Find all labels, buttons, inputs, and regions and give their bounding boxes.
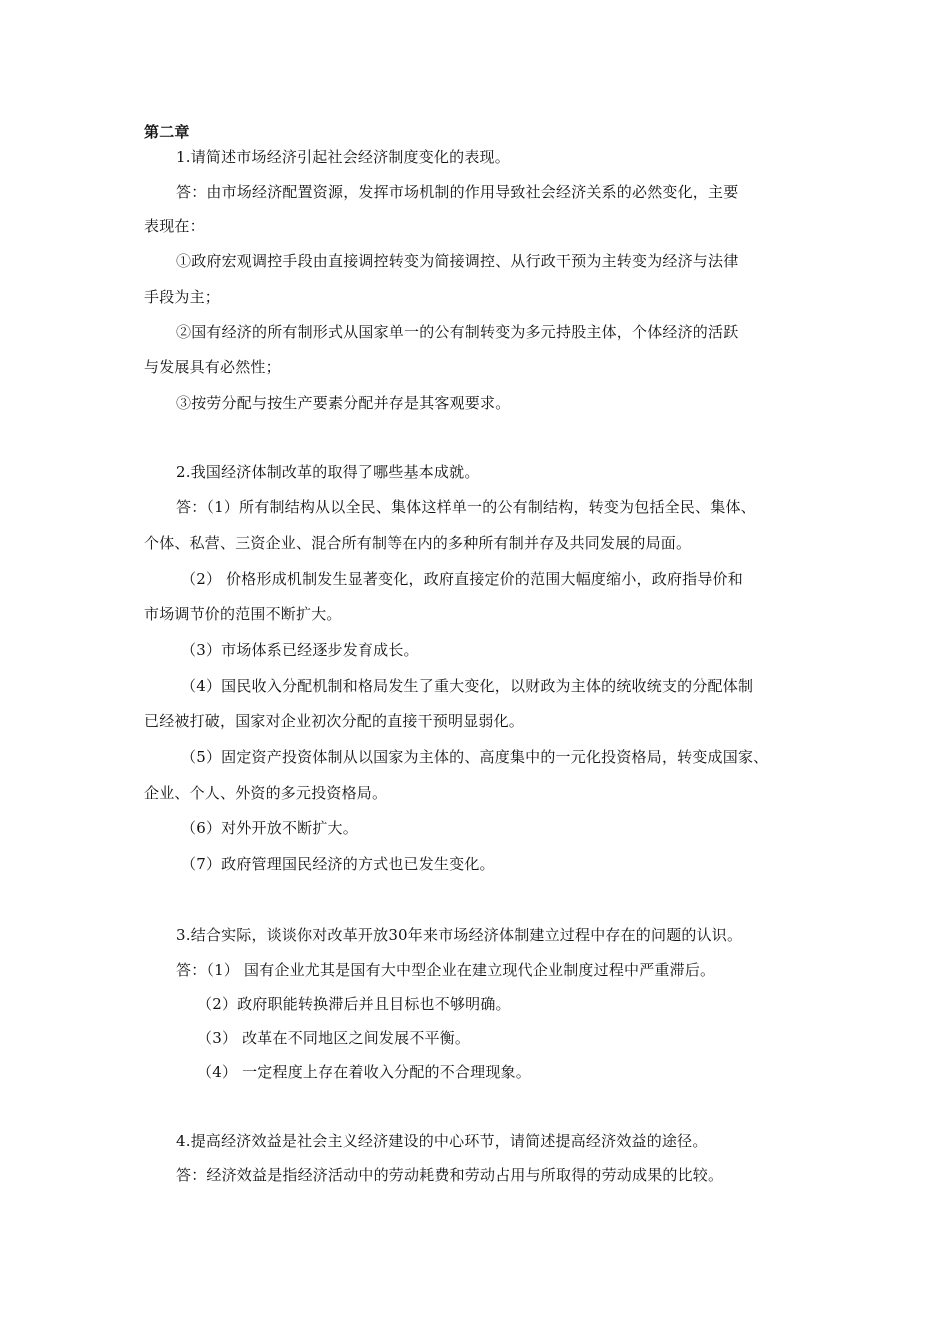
q1-answer-line: 表现在： — [144, 217, 205, 235]
q2-question: 2.我国经济体制改革的取得了哪些基本成就。 — [176, 463, 480, 481]
q2-answer-7: （7）政府管理国民经济的方式也已发生变化。 — [181, 855, 495, 873]
q3-question: 3.结合实际，谈谈你对改革开放30年来市场经济体制建立过程中存在的问题的认识。 — [176, 926, 743, 944]
q2-answer-2-cont: 市场调节价的范围不断扩大。 — [144, 605, 342, 623]
q1-item-1: ①政府宏观调控手段由直接调控转变为简接调控、从行政干预为主转变为经济与法律 — [176, 252, 739, 270]
chapter-title: 第二章 — [144, 123, 190, 141]
q4-answer: 答：经济效益是指经济活动中的劳动耗费和劳动占用与所取得的劳动成果的比较。 — [176, 1166, 724, 1184]
q1-item-3: ③按劳分配与按生产要素分配并存是其客观要求。 — [176, 394, 511, 412]
q2-answer-1: 答：（1）所有制结构从以全民、集体这样单一的公有制结构，转变为包括全民、集体、 — [176, 498, 756, 516]
q1-item-2-cont: 与发展具有必然性； — [144, 358, 281, 376]
q3-answer-2: （2）政府职能转换滞后并且目标也不够明确。 — [197, 995, 511, 1013]
q1-item-2: ②国有经济的所有制形式从国家单一的公有制转变为多元持股主体，个体经济的活跃 — [176, 323, 739, 341]
q3-answer-4: （4） 一定程度上存在着收入分配的不合理现象。 — [197, 1063, 531, 1081]
q4-question: 4.提高经济效益是社会主义经济建设的中心环节，请简述提高经济效益的途径。 — [176, 1132, 708, 1150]
q3-answer-1: 答：（1） 国有企业尤其是国有大中型企业在建立现代企业制度过程中严重滞后。 — [176, 961, 716, 979]
q2-answer-4: （4）国民收入分配机制和格局发生了重大变化，以财政为主体的统收统支的分配体制 — [181, 677, 754, 695]
q1-item-1-cont: 手段为主； — [144, 288, 221, 306]
q2-answer-1-cont: 个体、私营、三资企业、混合所有制等在内的多种所有制并存及共同发展的局面。 — [144, 534, 692, 552]
q2-answer-5-cont: 企业、个人、外资的多元投资格局。 — [144, 784, 388, 802]
q2-answer-5: （5）固定资产投资体制从以国家为主体的、高度集中的一元化投资格局，转变成国家、 — [181, 748, 769, 766]
q2-answer-4-cont: 已经被打破，国家对企业初次分配的直接干预明显弱化。 — [144, 712, 525, 730]
q1-question: 1.请简述市场经济引起社会经济制度变化的表现。 — [176, 148, 510, 166]
q1-answer-line: 答：由市场经济配置资源，发挥市场机制的作用导致社会经济关系的必然变化，主要 — [176, 183, 739, 201]
q2-answer-2: （2） 价格形成机制发生显著变化，政府直接定价的范围大幅度缩小，政府指导价和 — [181, 570, 743, 588]
q3-answer-3: （3） 改革在不同地区之间发展不平衡。 — [197, 1029, 471, 1047]
q2-answer-6: （6）对外开放不断扩大。 — [181, 819, 358, 837]
q2-answer-3: （3）市场体系已经逐步发育成长。 — [181, 641, 419, 659]
